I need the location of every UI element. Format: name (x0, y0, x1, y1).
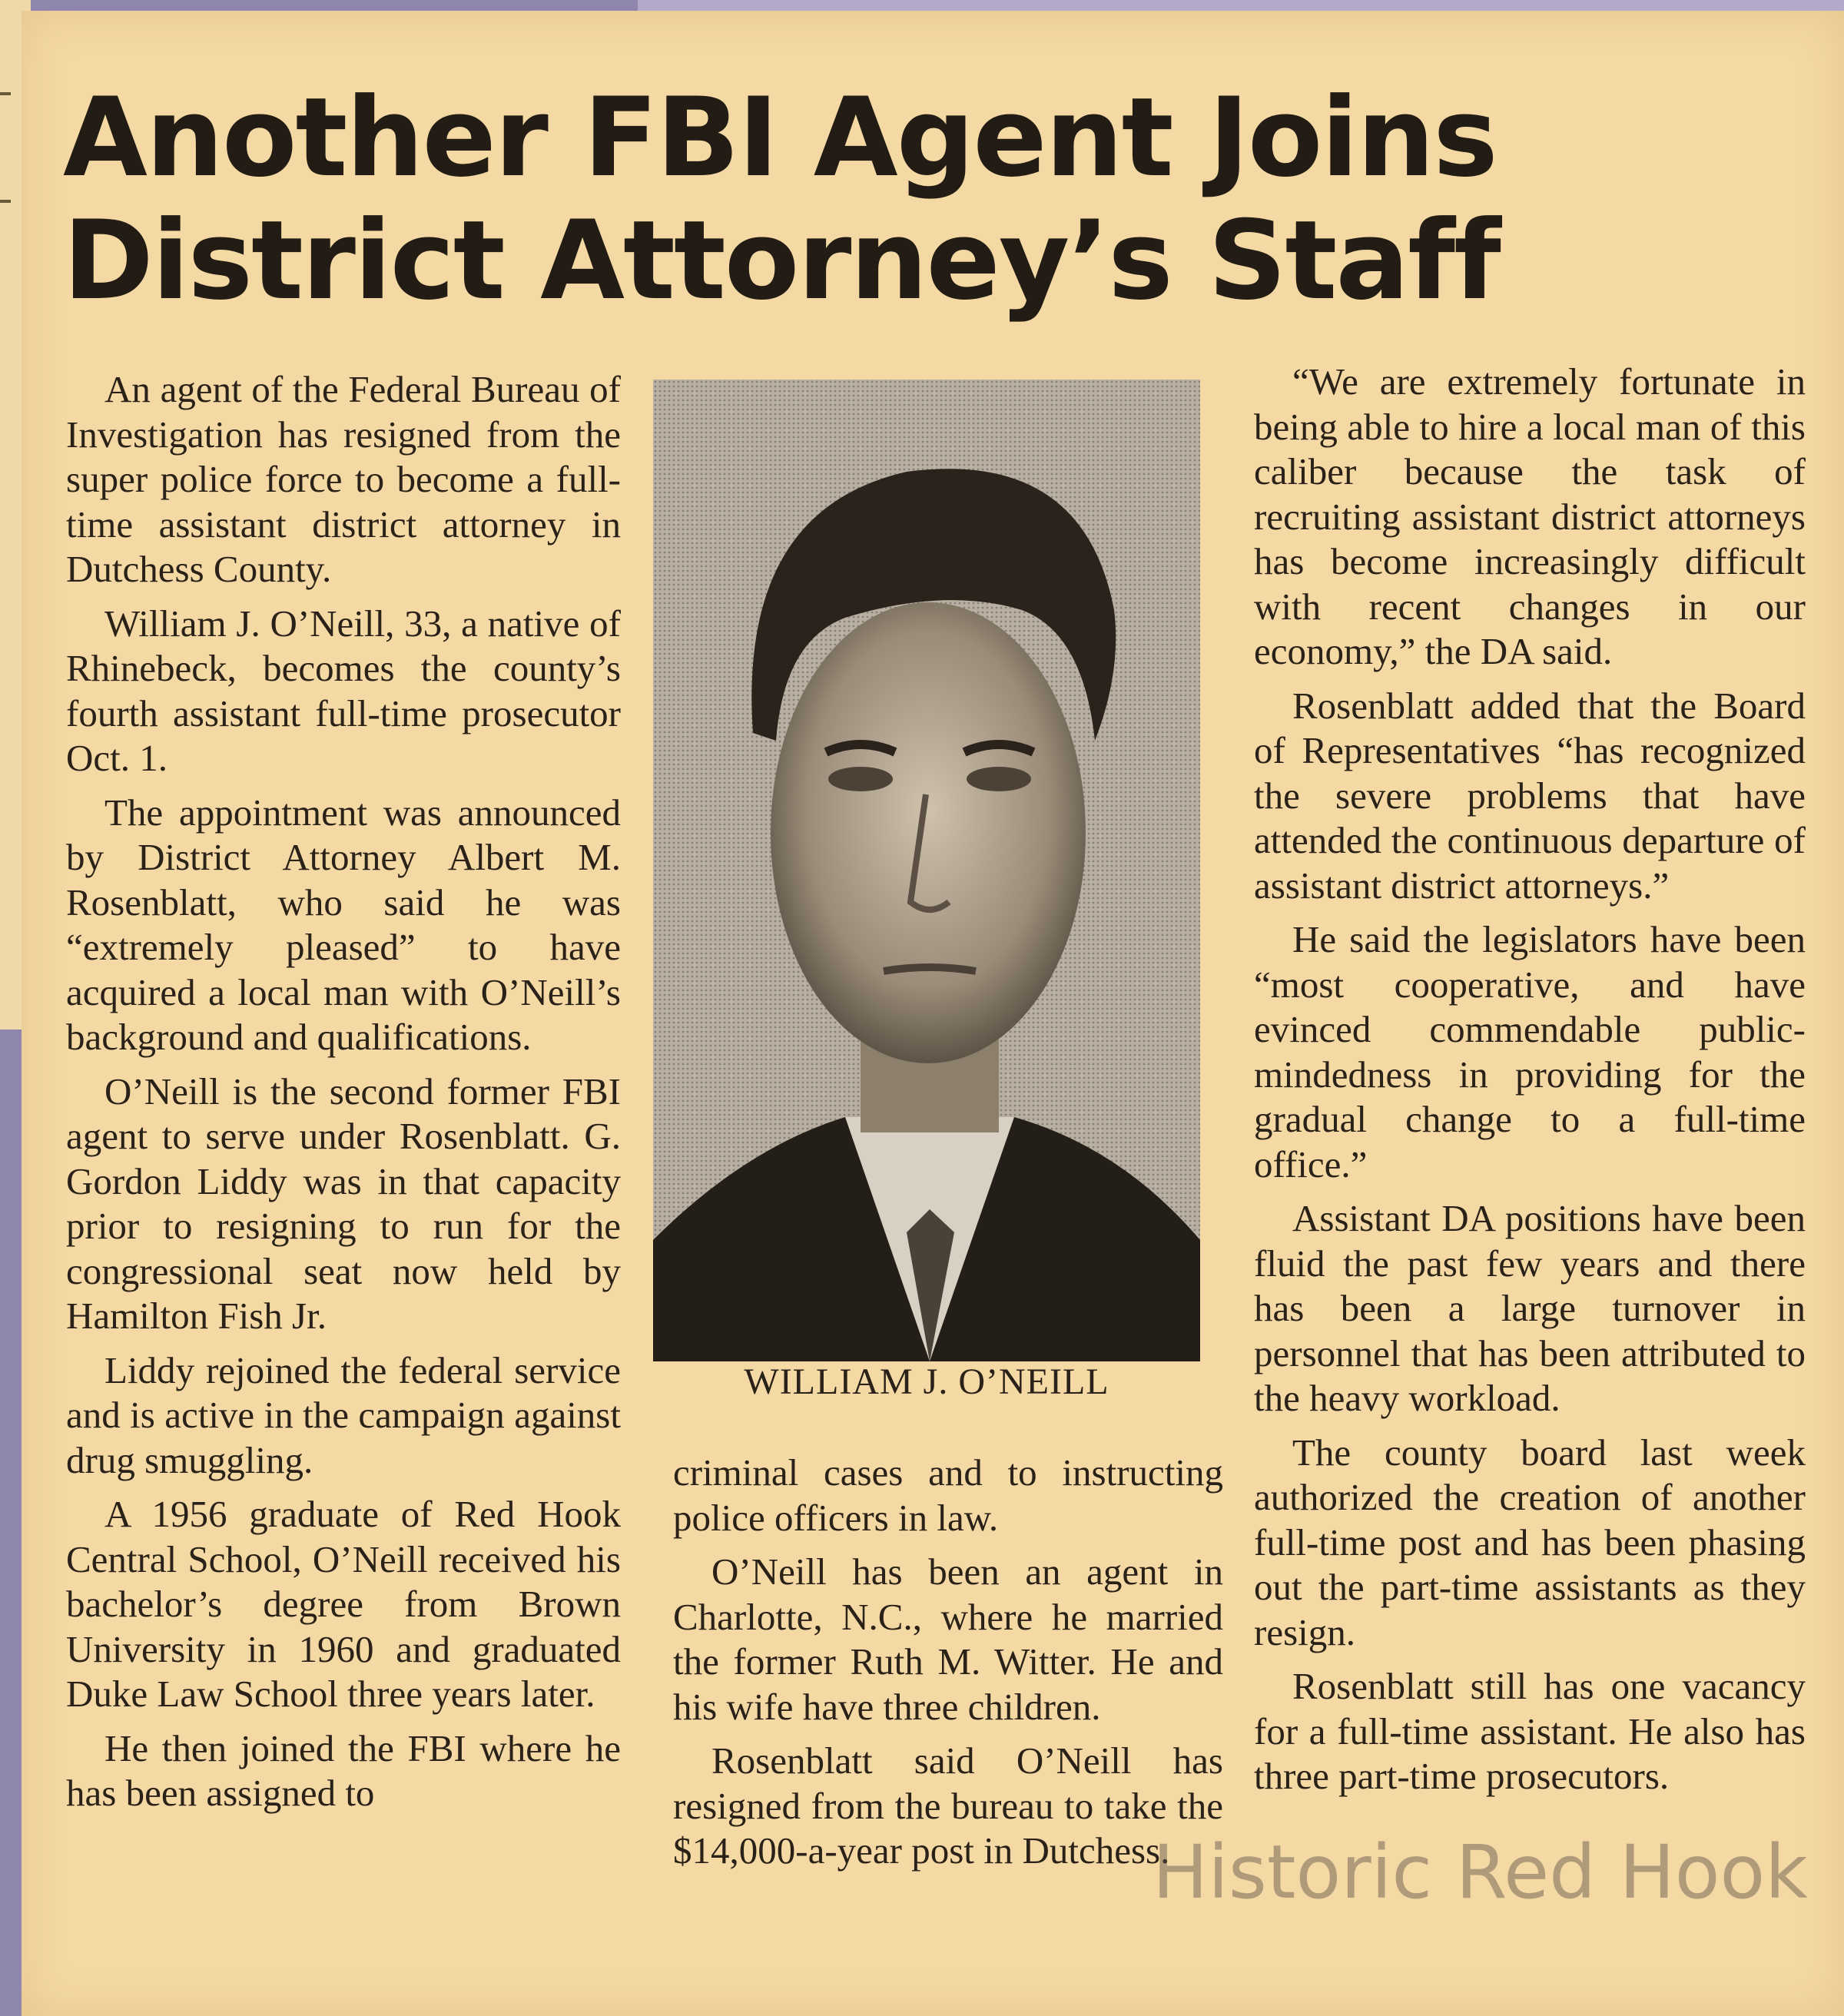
paragraph: The appointment was announced by District Attorney Albert M. Rosenblatt, who said he was “extremely pleased” to have acquired a local man with O’Neill’s background and qualifications. (66, 791, 621, 1058)
paragraph: Rosenblatt still has one vacancy for a full-time assistant. He also has three part-time prosecutors. (1254, 1665, 1806, 1797)
paragraph: Assistant DA positions have been fluid the past few years and there has been a large turnover in personnel that has been attributed to the heavy workload. (1254, 1197, 1806, 1419)
paragraph: Liddy rejoined the federal service and is active in the campaign against drug smuggling. (66, 1348, 621, 1481)
headline-line-2: District Attorney’s Staff (63, 197, 1500, 324)
paragraph: Rosenblatt said O’Neill has resigned from the bureau to take the $14,000-a-year post in Dutchess. (673, 1739, 1223, 1872)
photo-caption: WILLIAM J. O’NEILL (744, 1361, 1109, 1402)
paragraph: O’Neill has been an agent in Charlotte, N.C., where he married the former Ruth M. Witter. He and his wife have three children. (673, 1550, 1223, 1728)
paragraph: The county board last week authorized the creation of another full-time post and has been phasing out the part-time assistants as they resign. (1254, 1431, 1806, 1653)
paragraph: O’Neill is the second former FBI agent to serve under Rosenblatt. G. Gordon Liddy was in that capacity prior to resigning to run for the congressional seat now held by Hamilton Fish Jr. (66, 1069, 621, 1337)
paragraph: An agent of the Federal Bureau of Investigation has resigned from the super police force to become a full-time assistant district attorney in Dutchess County. (66, 368, 621, 590)
paragraph: criminal cases and to instructing police officers in law. (673, 1451, 1223, 1539)
headline (63, 77, 1523, 323)
column-2 (673, 1451, 1223, 1883)
paragraph: He then joined the FBI where he has been assigned to (66, 1726, 621, 1814)
watermark: Historic Red Hook (1152, 1829, 1808, 1915)
paragraph: He said the legislators have been “most cooperative, and have evinced commendable public-mindedness in providing for the gradual change to a full-time office.” (1254, 918, 1806, 1185)
column-1 (66, 367, 621, 1825)
headline-line-1: Another FBI Agent Joins (63, 75, 1497, 201)
paragraph: William J. O’Neill, 33, a native of Rhinebeck, becomes the county’s fourth assistant full-time prosecutor Oct. 1. (66, 602, 621, 779)
paragraph: “We are extremely fortunate in being able to hire a local man of this caliber because the task of recruiting assistant district attorneys has become increasingly difficult with recent changes in our economy,” the DA said. (1254, 360, 1806, 672)
portrait-photo (653, 380, 1200, 1361)
paragraph: Rosenblatt added that the Board of Representatives “has recognized the severe problems that have attended the continuous departure of assistant district attorneys.” (1254, 684, 1806, 907)
portrait-illustration (653, 380, 1200, 1361)
column-3 (1254, 360, 1806, 1809)
paragraph: A 1956 graduate of Red Hook Central School, O’Neill received his bachelor’s degree from Brown University in 1960 and graduated Duke Law School three years later. (66, 1493, 621, 1715)
margin-mark (0, 200, 11, 203)
margin-mark (0, 92, 11, 95)
